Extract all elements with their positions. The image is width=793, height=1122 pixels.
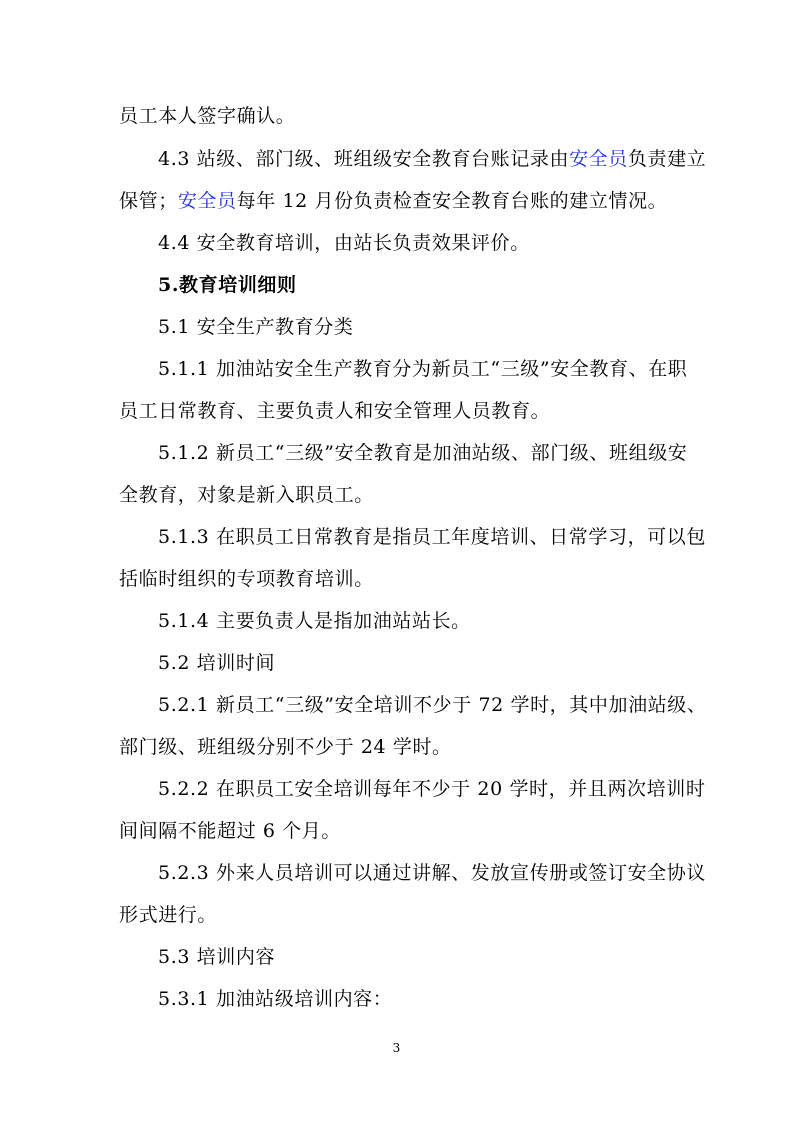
paragraph-line	[158, 147, 706, 171]
paragraph-line: 5.3.1 加油站级培训内容：	[158, 988, 393, 1010]
subsection-heading: 5.1 安全生产教育分类	[158, 316, 354, 338]
paragraph-line: 5.1.3 在职员工日常教育是指员工年度培训、日常学习，可以包	[158, 526, 706, 548]
text-run: 保管；	[119, 190, 178, 212]
safety-officer-link[interactable]: 安全员	[569, 148, 628, 170]
section-heading: 5.教育培训细则	[158, 274, 297, 296]
paragraph-line: 5.2.1 新员工“三级”安全培训不少于 72 学时，其中加油站级、	[158, 694, 707, 716]
paragraph-line: 全教育，对象是新入职员工。	[119, 484, 374, 506]
paragraph-line: 5.2.2 在职员工安全培训每年不少于 20 学时，并且两次培训时	[158, 778, 706, 800]
paragraph-line: 5.1.2 新员工“三级”安全教育是加油站级、部门级、班组级安	[158, 442, 688, 464]
safety-officer-link[interactable]: 安全员	[177, 190, 237, 212]
paragraph-line: 形式进行。	[119, 904, 218, 926]
paragraph-line: 员工日常教育、主要负责人和安全管理人员教育。	[119, 400, 551, 422]
paragraph-line: 5.1.4 主要负责人是指加油站站长。	[158, 610, 471, 632]
subsection-heading: 5.3 培训内容	[158, 946, 276, 968]
paragraph-line: 4.4 安全教育培训，由站长负责效果评价。	[158, 232, 530, 254]
paragraph-line: 部门级、班组级分别不少于 24 学时。	[119, 736, 452, 758]
paragraph-line	[119, 189, 667, 213]
text-run: 负责建立	[627, 148, 707, 170]
text-run: 每年 12 月份负责检查安全教育台账的建立情况。	[236, 190, 668, 212]
paragraph-line: 5.2.3 外来人员培训可以通过讲解、发放宣传册或签订安全协议	[158, 862, 706, 884]
paragraph-line: 员工本人签字确认。	[119, 105, 296, 127]
paragraph-line: 5.1.1 加油站安全生产教育分为新员工“三级”安全教育、在职	[158, 358, 688, 380]
paragraph-line: 间间隔不能超过 6 个月。	[119, 820, 341, 842]
page-number: 3	[392, 1041, 401, 1055]
paragraph-line: 括临时组织的专项教育培训。	[119, 568, 374, 590]
text-run: 4.3 站级、部门级、班组级安全教育台账记录由	[158, 148, 570, 170]
subsection-heading: 5.2 培训时间	[158, 652, 276, 674]
